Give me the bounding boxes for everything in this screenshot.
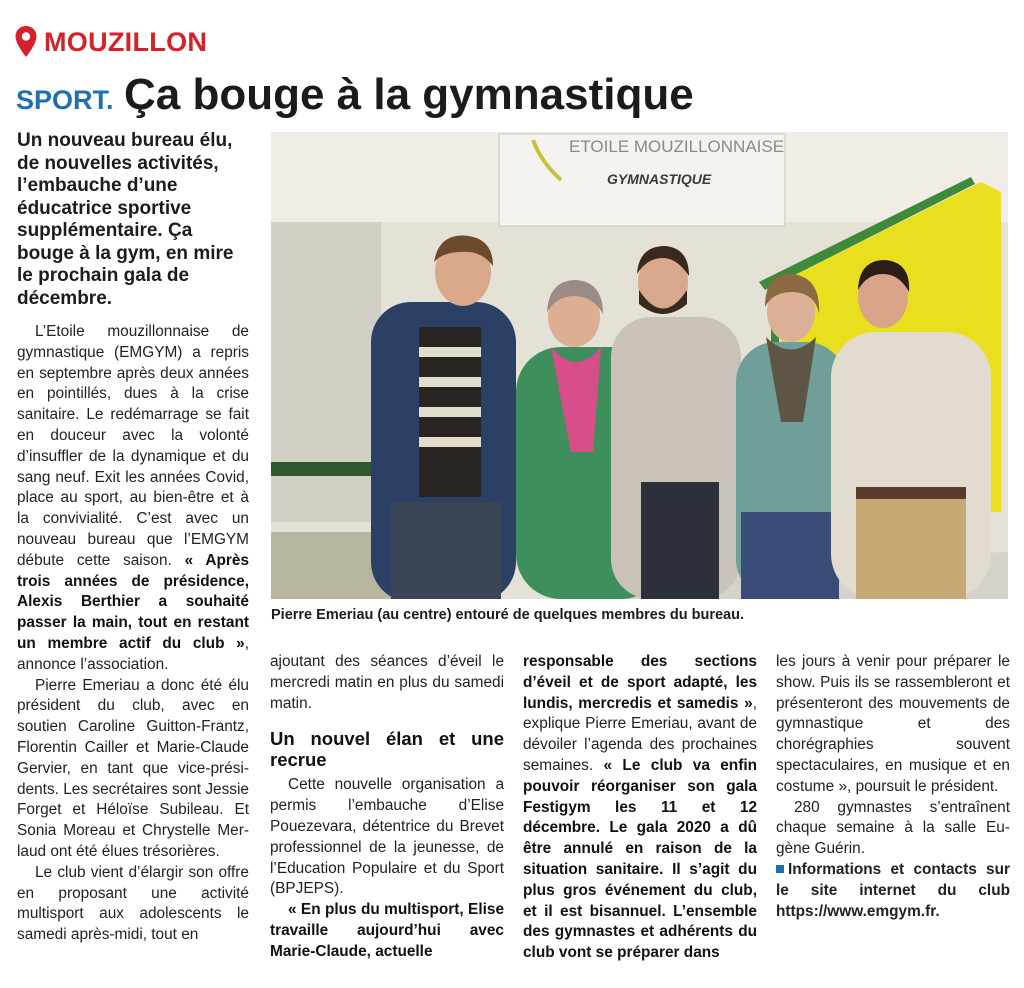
paragraph-text: , explique Pierre Emeriau, avant de dévoiler l’agenda des prochaines semaines. (523, 694, 757, 774)
text-column-1 (17, 322, 249, 946)
quote-text: « En plus du multisport, Elise travaille aujourd’hui avec Marie-Claude, actuelle (270, 901, 504, 960)
paragraph-text: les jours à venir pour préparer le show. Puis ils se rassembleront et présenteront des mouvements de gymnastique et des chorégraphies souvent spectaculaires, en musique et en costume » (776, 653, 1010, 795)
location-label: MOUZILLON (44, 26, 208, 57)
paragraph: Le club vient d’élargir son offre en proposant une activité multisport aux adolescents le samedi après-midi, tout en (17, 863, 249, 944)
paragraph (776, 652, 1010, 798)
article-photo (271, 132, 1008, 599)
article-lede: Un nouveau bureau élu, de nouvelles activités, l’embauche d’une éducatrice sportive supplémentaire. Ça bouge à la gym, en mire le prochain gala de décembre. (17, 130, 234, 309)
quote-text: « Après trois années de présidence, Alexis Berthier a souhaité passer la main, tout en restant un membre actif du club » (17, 551, 249, 652)
quote-text: responsable des sections d’éveil et de sport adapté, les lundis, mercredis et samedis » (523, 653, 757, 712)
group-photo (271, 132, 1008, 599)
info-box (776, 860, 1010, 922)
paragraph-text: , annonce l’association. (17, 634, 249, 673)
article-title: Ça bouge à la gymnastique (123, 70, 694, 119)
text-column-2 (270, 652, 504, 963)
subheading: Un nouvel élan et une recrue (270, 728, 504, 771)
text-column-3 (523, 652, 757, 964)
photo-caption: Pierre Emeriau (au centre) entouré de quelques membres du bureau. (271, 607, 744, 623)
info-text: Informations et contacts sur le site internet du club https://www.emgym.fr. (776, 860, 1010, 920)
headline (16, 70, 694, 120)
paragraph (17, 322, 249, 676)
paragraph: 280 gymnastes s’entraînent chaque semaine à la salle Eugène Guérin. (776, 798, 1010, 858)
quote-text: « Le club va enfin pouvoir réorganiser son gala Festigym les 11 et 12 décembre. Le gala 2020 a dû être annulé en raison de la situation sanitaire. Il s’agit du plus gros événement du club, et il est bisannuel. L’ensemble des gymnastes et adhérents du club vont se préparer dans (523, 756, 757, 962)
sign-text-2: GYMNASTIQUE (607, 171, 712, 187)
paragraph (270, 900, 504, 962)
paragraph (523, 652, 757, 964)
location-header (14, 22, 207, 62)
paragraph: ajoutant des séances d’éveil le mercredi matin en plus du samedi matin. (270, 653, 504, 712)
paragraph: Cette nouvelle organisation a permis l’embauche d’Elise Pouezevara, détentrice du Brevet professionnel de la jeunesse, de l’Education Populaire et du Sport (BPJEPS). (270, 776, 504, 898)
sign-text-1: ETOILE MOUZILLONNAISE (569, 137, 785, 156)
rubric-label: SPORT. (16, 85, 114, 115)
paragraph-text: L’Etoile mouzillonnaise de gymnastique (EMGYM) a repris en septembre après deux années en pointillés, dues à la crise sanitaire. Le redémarrage se fait en douceur avec la volonté d’insuffler de la dynamique et du sang neuf. Exit les années Covid, place au sport, au bien-être et à la convivialité. C’est avec un nouveau bureau que l’EMGYM débute cette saison. (17, 323, 249, 569)
text-column-4 (776, 652, 1010, 922)
paragraph-text: , poursuit le président. (847, 777, 999, 795)
paragraph: Pierre Emeriau a donc été élu président du club, avec en soutien Caroline Guitton-Frantz, Florentin Cailler et Marie-Claude Gervier, en tant que vice-présidents. Les secrétaires sont Jessie Forget et Héloïse Subileau. Et Sonia Moreau et Chrystelle Merlaud ont été élues trésorières. (17, 676, 249, 860)
location-pin-icon (14, 25, 38, 59)
bullet-square-icon (776, 865, 784, 873)
